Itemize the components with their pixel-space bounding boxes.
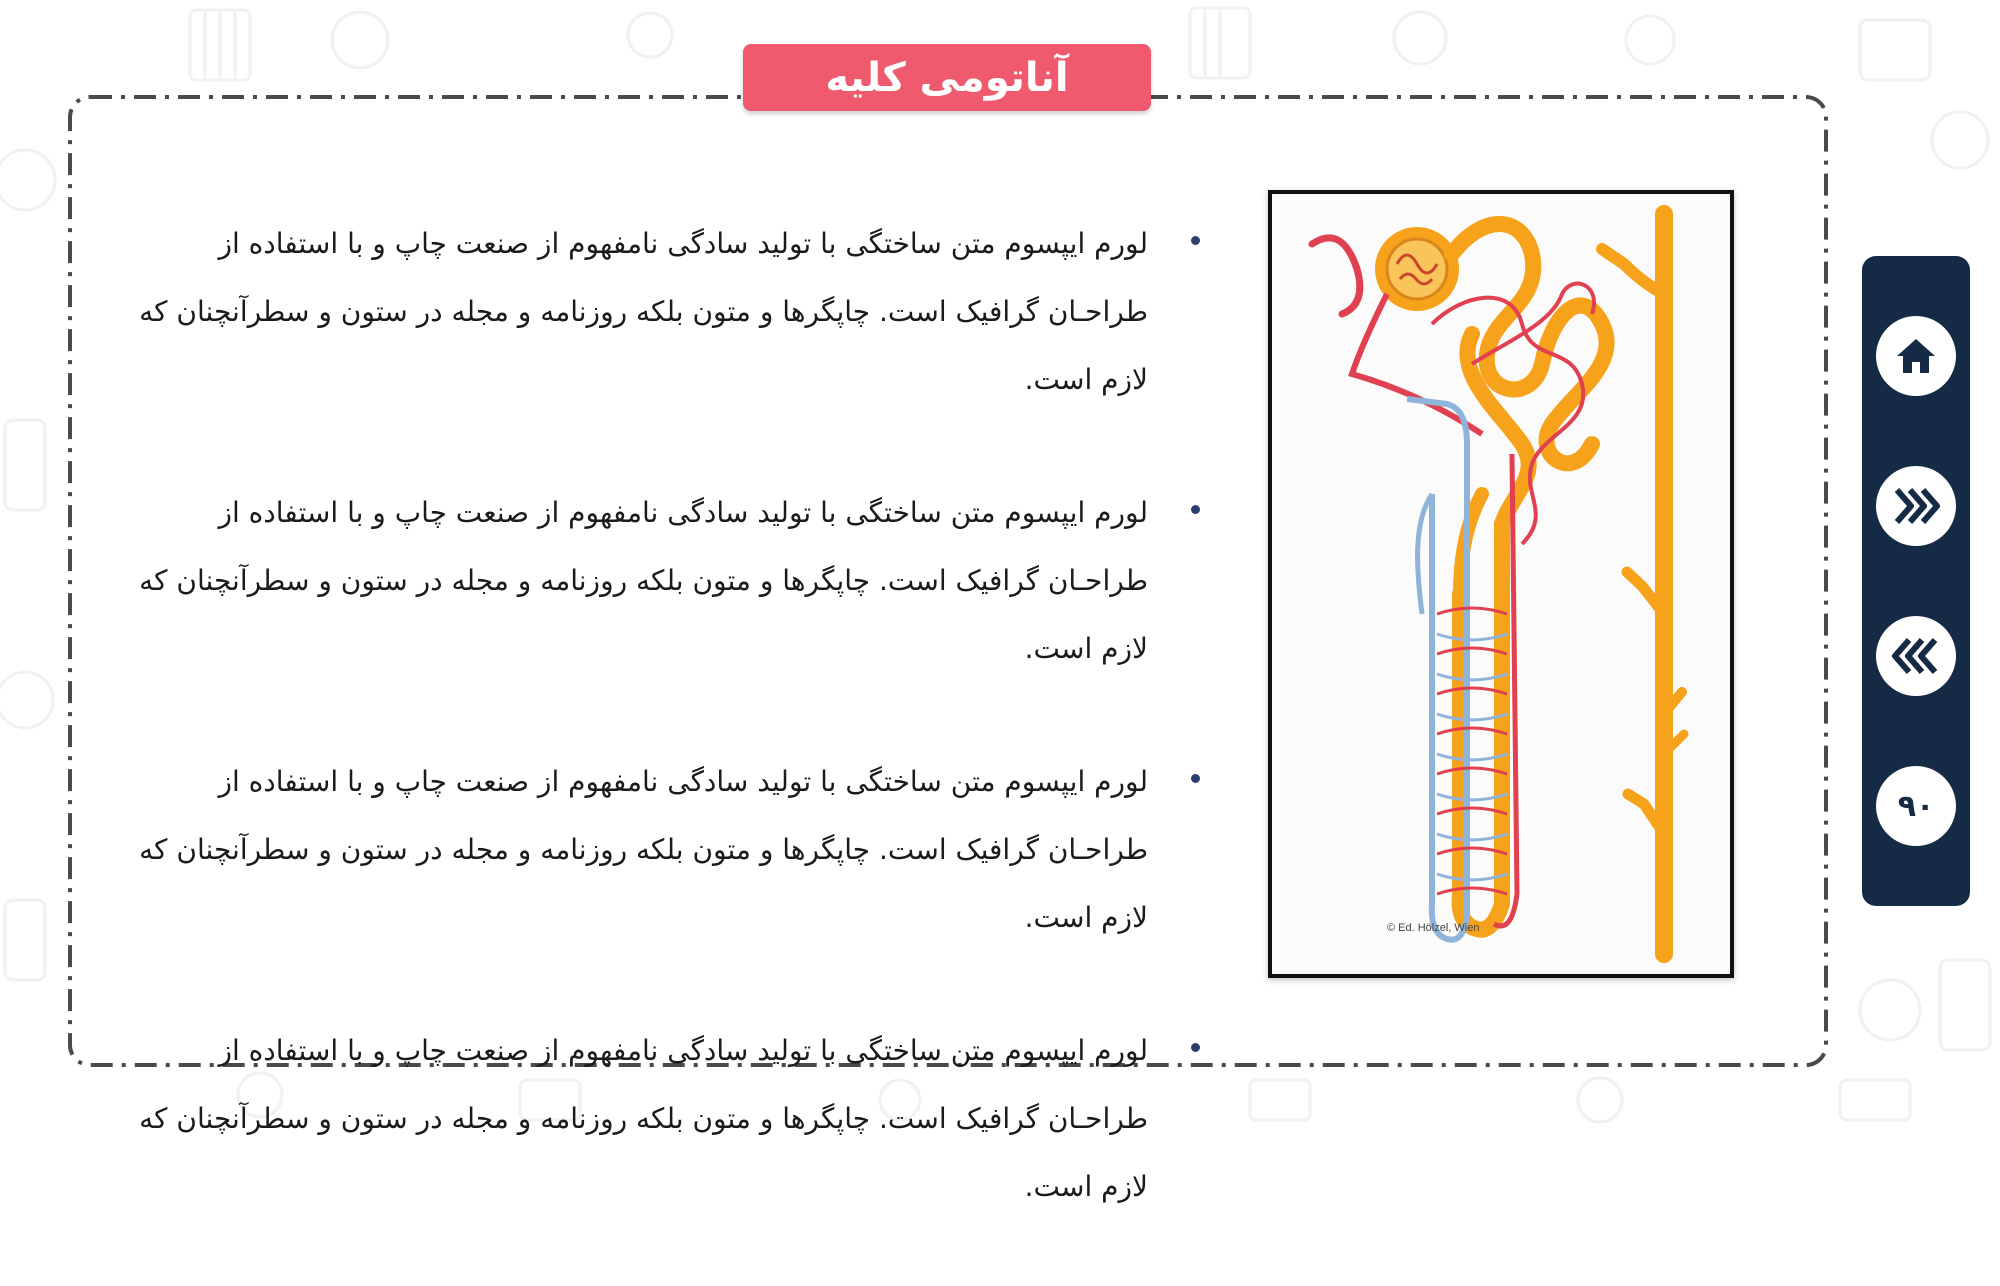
bullet-item-1 — [120, 210, 1200, 414]
bullet-dot-icon — [1191, 236, 1200, 245]
next-button[interactable] — [1876, 466, 1956, 546]
bullet-item-3 — [120, 748, 1200, 952]
navigation-panel — [1862, 256, 1970, 906]
bullet-text: لورم ایپسوم متن ساختگی با تولید سادگی نامفهوم از صنعت چاپ و با استفاده از طراحـان گرافیک است. چاپگرها و متون بلکه روزنامه و مجله در ستون و سطرآنچنان که لازم است. — [139, 765, 1148, 934]
bullet-item-2 — [120, 479, 1200, 683]
home-button[interactable] — [1876, 316, 1956, 396]
slide-title: آناتومی کلیه — [743, 44, 1151, 111]
bullet-text: لورم ایپسوم متن ساختگی با تولید سادگی نامفهوم از صنعت چاپ و با استفاده از طراحـان گرافیک است. چاپگرها و متون بلکه روزنامه و مجله در ستون و سطرآنچنان که لازم است. — [139, 496, 1148, 665]
figure-credit: © Ed. Hölzel, Wien — [1387, 922, 1480, 934]
bullet-text: لورم ایپسوم متن ساختگی با تولید سادگی نامفهوم از صنعت چاپ و با استفاده از طراحـان گرافیک است. چاپگرها و متون بلکه روزنامه و مجله در ستون و سطرآنچنان که لازم است. — [139, 227, 1148, 396]
bullet-dot-icon — [1191, 505, 1200, 514]
nephron-drawing — [1272, 194, 1730, 974]
nephron-illustration — [1268, 190, 1734, 978]
home-icon — [1892, 332, 1940, 380]
chevrons-left-icon — [1891, 634, 1941, 678]
page-number-badge — [1876, 766, 1956, 846]
chevrons-right-icon — [1891, 484, 1941, 528]
bullet-dot-icon — [1191, 774, 1200, 783]
page-number: ۹۰ — [1897, 788, 1935, 824]
previous-button[interactable] — [1876, 616, 1956, 696]
bullet-dot-icon — [1191, 1043, 1200, 1052]
bullet-text: لورم ایپسوم متن ساختگی با تولید سادگی نامفهوم از صنعت چاپ و با استفاده از طراحـان گرافیک است. چاپگرها و متون بلکه روزنامه و مجله در ستون و سطرآنچنان که لازم است. — [139, 1034, 1148, 1203]
bullet-item-4 — [120, 1017, 1200, 1221]
